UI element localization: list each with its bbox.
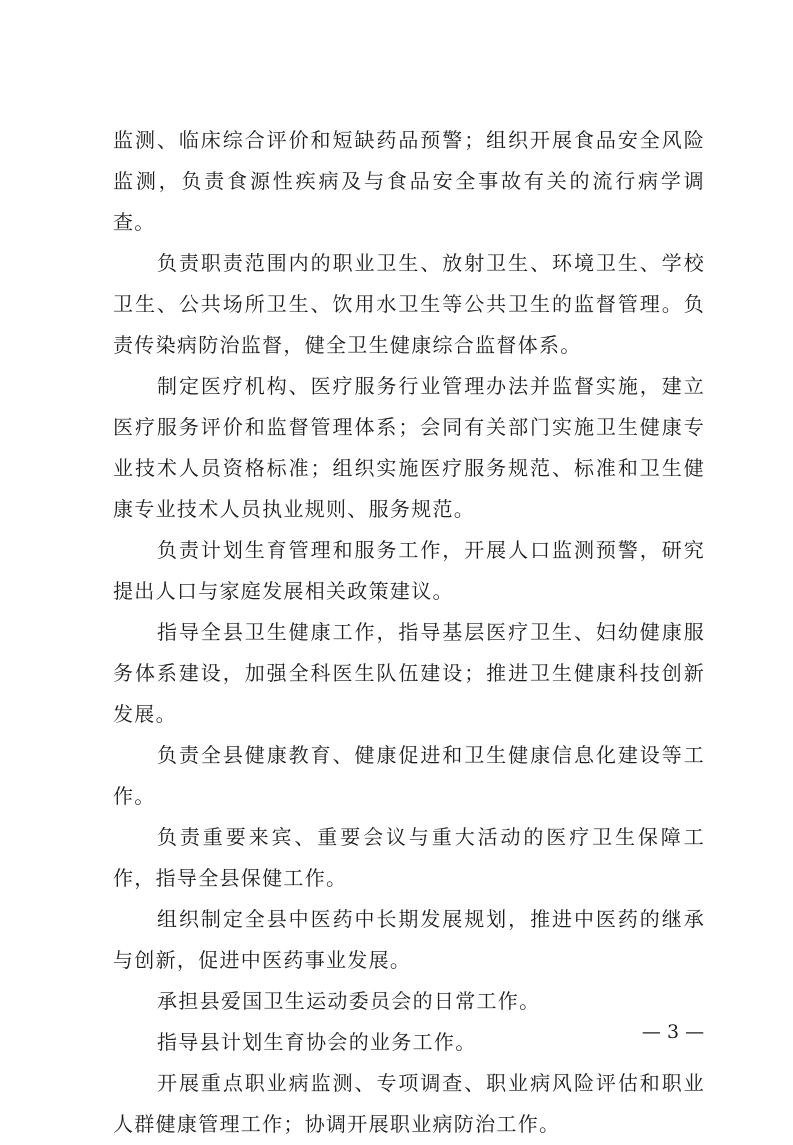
paragraph-medical-support: 负责重要来宾、重要会议与重大活动的医疗卫生保障工作，指导全县保健工作。	[113, 825, 705, 890]
paragraph-family-planning-association: 指导县计划生育协会的业务工作。	[157, 1030, 477, 1054]
paragraph-continued: 监测、临床综合评价和短缺药品预警；组织开展食品安全风险监测，负责食源性疾病及与食品安全事故有关的流行病学调查。	[113, 128, 705, 234]
paragraph-tcm-planning: 组织制定全县中医药中长期发展规划，推进中医药的继承与创新，促进中医药事业发展。	[113, 907, 705, 972]
paragraph-family-planning: 负责计划生育管理和服务工作，开展人口监测预警，研究提出人口与家庭发展相关政策建议。	[113, 538, 705, 603]
paragraph-supervision: 负责职责范围内的职业卫生、放射卫生、环境卫生、学校卫生、公共场所卫生、饮用水卫生等公共卫生的监督管理。负责传染病防治监督，健全卫生健康综合监督体系。	[113, 251, 705, 357]
page-number: — 3 —	[641, 1021, 705, 1043]
paragraph-occupational-disease: 开展重点职业病监测、专项调查、职业病风险评估和职业人群健康管理工作；协调开展职业病防治工作。	[113, 1071, 705, 1136]
paragraph-county-health-guidance: 指导全县卫生健康工作，指导基层医疗卫生、妇幼健康服务体系建设，加强全科医生队伍建设；推进卫生健康科技创新发展。	[113, 620, 705, 726]
paragraph-patriotic-health: 承担县爱国卫生运动委员会的日常工作。	[157, 989, 541, 1013]
paragraph-health-education: 负责全县健康教育、健康促进和卫生健康信息化建设等工作。	[113, 743, 705, 808]
document-body	[113, 120, 705, 1145]
paragraph-medical-institutions: 制定医疗机构、医疗服务行业管理办法并监督实施，建立医疗服务评价和监督管理体系；会同有关部门实施卫生健康专业技术人员资格标准；组织实施医疗服务规范、标准和卫生健康专业技术人员执业规则、服务规范。	[113, 374, 705, 521]
